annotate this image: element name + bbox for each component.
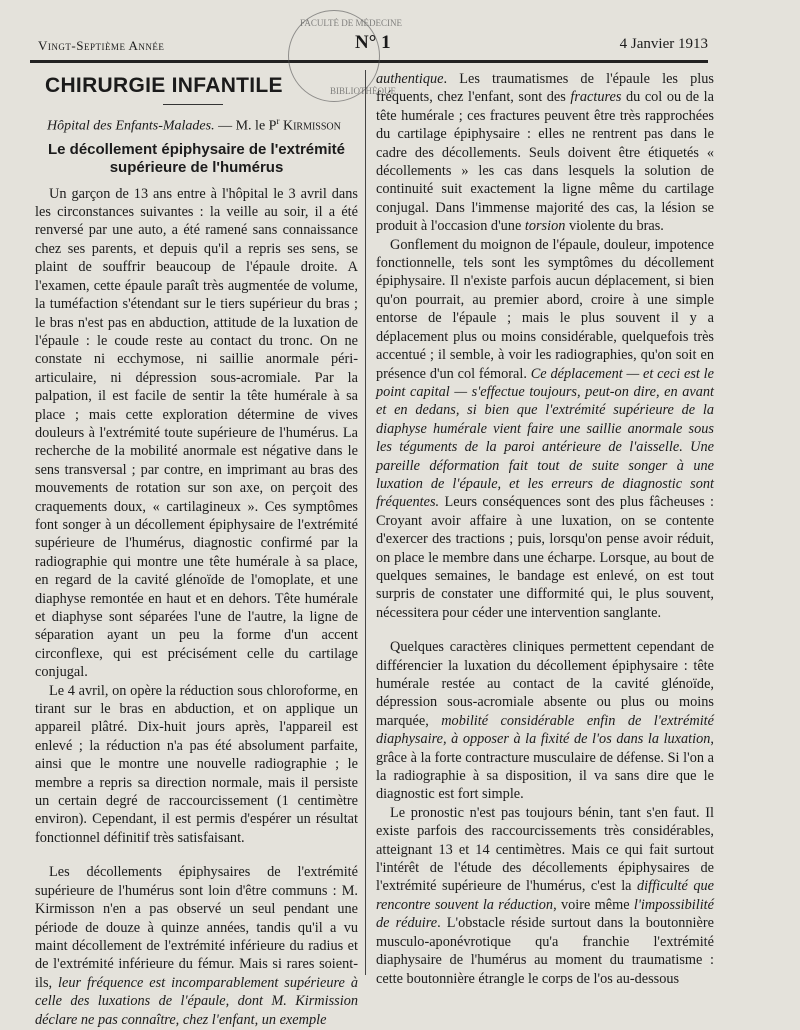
traumatismes-text: . Les traumatismes de l'épaule les plus fréquents, chez l'enfant, sont des bbox=[376, 71, 714, 106]
prognosis-text-c: . L'obstacle réside surtout dans la boutonnière musculo-aponévrotique qu'a franchie l'extrémité diaphysaire de l'humérus au moment du traumatisme : cette boutonnière étrangle le corps de l'os au-dessous bbox=[376, 915, 714, 987]
frequency-text: Les décollements épiphysaires de l'extrémité supérieure de l'humérus sont loin d'être communs : M. Kirmisson n'en a pas observé un seul pendant une période de douze à quinze années, tandis qu'il a vu maint décollement de l'extrémité inférieure du radius et de l'extrémité inférieure du fémur. Mais si rares soient-ils, bbox=[35, 864, 358, 991]
frequency-italic: leur fréquence est incomparablement supérieure à celle des luxations de l'épaule, dont M. Kirmission déclare ne pas connaître, chez l'enfant, un exemple bbox=[35, 974, 358, 1028]
diagnosis-text-b: , grâce à la forte contracture musculaire de défense. Si l'on a la radiographie à sa disposition, il va sans dire que le diagnostic est fort simple. bbox=[376, 731, 714, 803]
diagnosis-italic: mobilité considérable enfin de l'extrémité diaphysaire, à opposer à la fixité de l'os dans la luxation bbox=[376, 712, 714, 748]
section-title: CHIRURGIE INFANTILE bbox=[45, 74, 283, 97]
prognosis-italic: difficulté que rencontre souvent la réduction bbox=[376, 878, 714, 913]
paragraph-case: Un garçon de 13 ans entre à l'hôpital le 3 avril dans les circonstances suivantes : la veille au soir, il a été renversé par une auto, a été ramené sans connaissance chez ses parents, et depuis qu'il a repris ses sens, se plaint de souffrir beaucoup de l'épaule droite. A l'examen, cette épaule paraît très augmentée de volume, la tuméfaction s'étendant sur le tiers supérieur du bras ; le bras n'est pas en abduction, attitude de la luxation de l'épaule : le coude reste au contact du tronc. On ne constate ni ecchymose, ni saillie anormale péri-articulaire, ni dépression sous-acromiale. Par la palpation, il est facile de sentir la tête humérale à sa place ; mais cette exploration détermine de vives douleurs à l'extrémité toute supérieure de l'humérus. La recherche de la mobilité anormale est négative dans le sens transversal ; par contre, en imprimant au bras des mouvements de rotation sur son axe, on perçoit des craquements doux, « cartilagineux ». Ces symptômes font songer à un décollement épiphysaire de l'extrémité supérieure de l'humérus, diagnostic confirmé par la radiographie qui montre une tête humérale à sa place, en regard de la cavité glénoïde de l'omoplate, et une diaphyse remontée en haut et en dehors. Tête humérale et diaphyse sont séparées l'une de l'autre, la ligne de séparation ayant un peu la forme d'un accent circonflexe, qui est précisément celle du cartilage conjugal. bbox=[35, 185, 358, 681]
prognosis-text: Le pronostic n'est pas toujours bénin, tant s'en faut. Il existe parfois des raccourcissements très considérables, atteignant 13 et 14 centimètres. Mais ce qui fait surtout l'intérêt de l'étude des décollements épiphysaires de l'extrémité supérieure de l'humérus, c'est la bbox=[376, 804, 714, 895]
symptoms-text-b: Leurs conséquences sont des plus fâcheuses : Croyant avoir affaire à une luxation, on se contente d'exercer des tractions ; puis, lorsqu'on pense avoir réduit, on place le membre dans une écharpe. Lorsque, au bout de quelques semaines, le bandage est enlevé, on est tout surpris de constater une difformité qui, le plus souvent, nécessitera pour céder une intervention sanglante. bbox=[376, 494, 714, 621]
prognosis-italic-2: l'impossibilité de réduire bbox=[376, 896, 714, 932]
torsion-italic: torsion bbox=[524, 218, 566, 235]
symptoms-text: Gonflement du moignon de l'épaule, douleur, impotence fonctionnelle, tels sont les symptômes du décollement épiphysaire. Il n'existe parfois aucun déplacement, si bien qu'on pourrait, au premier abord, croire à une simple entorse de l'épaule ; mais le plus souvent il y a déplacement plus ou moins considérable, quelquefois très accentué ; il semble, à voir les radiographies, qu'on soit en présence d'un col fémoral. bbox=[376, 236, 714, 382]
professor-name: Kirmisson bbox=[279, 118, 341, 134]
article-title: Le décollement épiphysaire de l'extrémité supérieure de l'humérus bbox=[47, 140, 345, 176]
header-year: Vingt-Septième Année bbox=[38, 38, 165, 53]
lecture-attribution bbox=[35, 113, 358, 135]
column-divider bbox=[365, 70, 366, 975]
authentique-italic: authentique bbox=[376, 71, 444, 87]
paragraph-symptoms bbox=[376, 236, 714, 623]
fractures-italic: fractures bbox=[570, 89, 622, 106]
section-title-rule bbox=[163, 104, 223, 105]
right-column bbox=[376, 70, 714, 988]
paragraph-prognosis bbox=[376, 804, 714, 988]
paragraph-treatment: Le 4 avril, on opère la réduction sous chloroforme, en tirant sur le bras en abduction, et on applique un appareil plâtré. Dix-huit jours après, l'appareil est enlevé ; la réduction n'a pas été absolument parfaite, ainsi que le montre une nouvelle radiographie ; le membre a repris sa direction normale, mais il persiste un certain degré de raccourcissement (1 centimètre environ). Cependant, il est permis d'espérer un résultat fonctionnel définitif très satisfaisant. bbox=[35, 682, 358, 846]
prognosis-text-b: , voire même bbox=[553, 896, 634, 913]
stamp-text-bottom: BIBLIOTHÈQUE bbox=[330, 86, 396, 96]
hospital-name: Hôpital des Enfants-Malades. bbox=[47, 118, 215, 134]
left-column bbox=[35, 70, 358, 1029]
paragraph-traumatismes bbox=[376, 70, 714, 236]
header-issue-number: N° 1 bbox=[355, 32, 391, 53]
header-date: 4 Janvier 1913 bbox=[619, 36, 708, 52]
traumatismes-text-c: violente du bras. bbox=[565, 218, 664, 235]
traumatismes-text-b: du col ou de la tête humérale ; ces fractures peuvent être très rapprochées du cartilage épiphysaire : elles ne rentrent pas dans le cadre des décollements. Seuls doivent être étiquetés « décollements » les cas dans lesquels la solution de continuité suit exactement la ligne même du cartilage conjugal. Dans l'immense majorité des cas, la lésion se produit à l'occasion d'une bbox=[376, 89, 714, 235]
stamp-text-top: FACULTÉ DE MÉDECINE bbox=[300, 18, 402, 28]
paragraph-diagnosis bbox=[376, 638, 714, 804]
lecture-sup: r bbox=[276, 116, 280, 126]
paragraph-frequency bbox=[35, 863, 358, 1029]
diagnosis-text: Quelques caractères cliniques permettent cependant de différencier la luxation du décollement épiphysaire : tête humérale restée au contact de la cavité glénoïde, dépression sous-acromiale absente ou plus ou moins marquée, bbox=[376, 639, 714, 729]
symptoms-italic: Ce déplacement — et ceci est le point capital — s'effectue toujours, peut-on dire, en avant et en dedans, si bien que l'extrémité supérieure de la diaphyse humérale vient faire une saillie anormale sous les téguments de la paroi antérieure de l'aisselle. Une pareille déformation fait tout de suite songer à une luxation de l'épaule, et les erreurs de diagnostic sont fréquentes. bbox=[376, 365, 714, 511]
lecture-dash: — M. le P bbox=[214, 118, 277, 134]
